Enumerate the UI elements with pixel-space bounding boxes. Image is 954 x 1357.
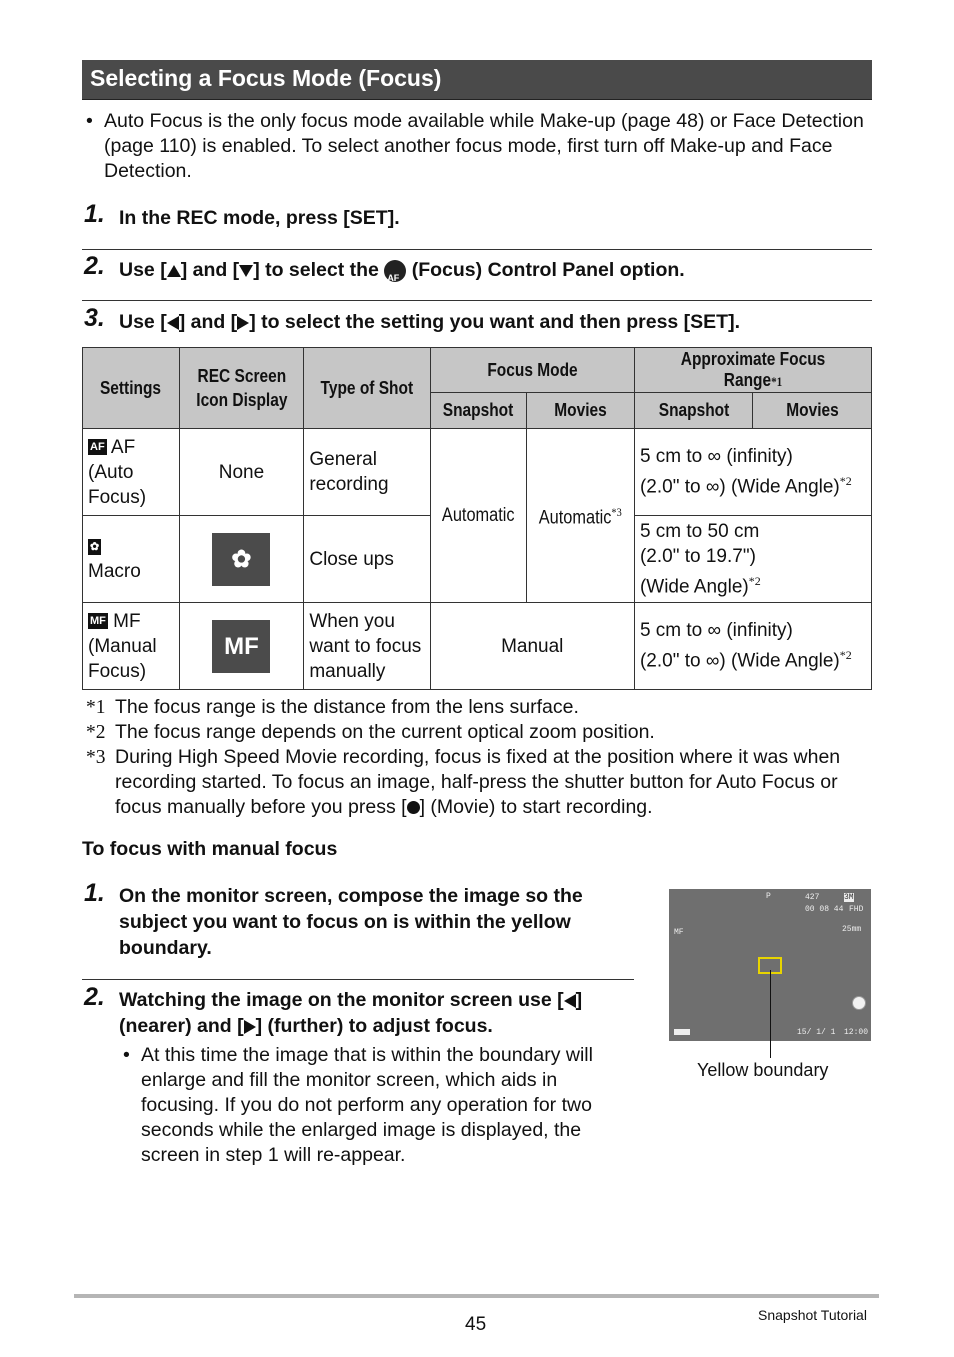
- footnote-1: The focus range is the distance from the lens surface.: [115, 696, 579, 718]
- header-focus-mode: Focus Mode: [430, 348, 634, 393]
- header-movies: Movies: [527, 393, 634, 429]
- focus-icon: [384, 260, 406, 282]
- shot-type: When you want to focus manually: [304, 603, 430, 690]
- mf-step-1-text: On the monitor screen, compose the image so the subject you want to focus on is within the yellow boundary.: [119, 885, 583, 959]
- mf-step-1-number: 1.: [84, 879, 105, 907]
- mf-icon: MF: [90, 615, 106, 628]
- cam-lens: 25mm: [842, 925, 862, 934]
- step-2-post1: ] to select the: [253, 259, 379, 281]
- step-2-number: 2.: [84, 252, 105, 280]
- cam-date: 15/ 1/ 1: [797, 1028, 836, 1037]
- display-macro: [179, 516, 304, 603]
- range-macro: 5 cm to 50 cm (2.0" to 19.7") (Wide Angle)$^{*2}$: [634, 516, 871, 603]
- section-title-bar: [82, 60, 872, 100]
- divider: [82, 300, 872, 301]
- cam-time: 00 08 44: [805, 905, 844, 914]
- shot-type: Close ups: [304, 516, 430, 603]
- right-arrow-icon: [237, 316, 249, 330]
- setting-label: AF (Auto Focus): [88, 436, 147, 508]
- cam-mode: P: [766, 892, 771, 901]
- setting-label: Macro: [88, 561, 141, 582]
- cam-mf: MF: [674, 928, 684, 937]
- step-3-mid: ] and [: [178, 311, 238, 333]
- page-number: 45: [465, 1314, 487, 1335]
- header-snapshot: Snapshot: [430, 393, 527, 429]
- auto-snapshot: Automatic: [430, 429, 527, 603]
- af-icon: AF: [90, 441, 105, 454]
- step-2-post2: (Focus) Control Panel option.: [411, 259, 685, 281]
- section-name: Snapshot Tutorial: [758, 1307, 867, 1323]
- up-arrow-icon: [167, 265, 181, 277]
- display-none: None: [179, 429, 304, 516]
- mf-step-2-number: 2.: [84, 983, 105, 1011]
- setting-mf: [83, 603, 180, 690]
- step-3-pre: Use [: [119, 311, 167, 333]
- range-af: 5 cm to ∞ (infinity) (2.0" to ∞) (Wide Angle)$^{*2}$: [634, 429, 871, 516]
- cam-size: 3M: [844, 893, 854, 902]
- cam-shots: 427: [805, 893, 820, 902]
- right-arrow-icon: [244, 1020, 256, 1034]
- footnote-2: The focus range depends on the current optical zoom position.: [115, 721, 655, 743]
- display-mf: [179, 603, 304, 690]
- footnote-mark-2: *2: [86, 722, 106, 743]
- table-row: [83, 429, 872, 516]
- setting-af: [83, 429, 180, 516]
- macro-icon: ✿: [90, 540, 100, 553]
- header-type-of-shot: Type of Shot: [304, 348, 430, 429]
- divider: [82, 249, 872, 250]
- callout-line: [770, 970, 771, 1058]
- down-arrow-icon: [239, 265, 253, 277]
- step-2-text: [119, 257, 685, 283]
- mf-step-2-text: Watching the image on the monitor screen use [ ] (nearer) and [ ] (further) to adjust focus.: [119, 989, 583, 1037]
- shot-type: General recording: [304, 429, 430, 516]
- step-2-mid: ] and [: [180, 259, 240, 281]
- manual-focus-mode: Manual: [430, 603, 634, 690]
- focus-mode-table: [82, 347, 872, 690]
- manual-focus-heading: To focus with manual focus: [82, 838, 338, 860]
- footer-rule: [74, 1294, 879, 1298]
- header-rec-screen: REC Screen Icon Display: [179, 348, 304, 429]
- cam-quality: FHD: [849, 905, 864, 914]
- step-3-text: [119, 309, 740, 335]
- step-1-text: In the REC mode, press [SET].: [119, 207, 400, 229]
- page-title: Selecting a Focus Mode (Focus): [90, 65, 442, 91]
- footnote-3: During High Speed Movie recording, focus is fixed at the position where it was when recording started. To focus an image, half-press the shutter button for Auto Focus or focus manually before you press [ ] (Movie) to start recording.: [115, 746, 841, 818]
- yellow-boundary-label: Yellow boundary: [697, 1060, 829, 1080]
- step-3-number: 3.: [84, 304, 105, 332]
- setting-label: MF (Manual Focus): [88, 610, 157, 682]
- table-row: [83, 603, 872, 690]
- left-arrow-icon: [167, 316, 179, 330]
- footnote-mark-1: *1: [86, 697, 106, 718]
- intro-bullet: Auto Focus is the only focus mode available while Make-up (page 48) or Face Detection (page 110) is enabled. To select another focus mode, first turn off Make-up and Face Detection.: [104, 110, 864, 182]
- battery-icon: [674, 1029, 690, 1035]
- bullet-dot: •: [123, 1044, 130, 1066]
- header-approx-range: Approximate Focus Range*1: [634, 348, 871, 393]
- mf-step-2-bullet: At this time the image that is within the boundary will enlarge and fill the monitor screen, which aids in focusing. If you do not perform any operation for two seconds while the enlarged image is displayed, the screen in step 1 will re-appear.: [141, 1044, 593, 1166]
- divider: [82, 979, 634, 980]
- movie-dot-icon: [407, 801, 420, 814]
- bullet-dot: •: [86, 110, 93, 132]
- step-3-post: ] to select the setting you want and then press [SET].: [249, 311, 741, 333]
- left-arrow-icon: [564, 994, 576, 1008]
- setting-macro: [83, 516, 180, 603]
- shutter-icon: [852, 996, 866, 1010]
- footnote-mark-3: *3: [86, 747, 106, 768]
- header-settings: Settings: [83, 348, 180, 429]
- header-range-snapshot: Snapshot: [634, 393, 752, 429]
- step-2-pre: Use [: [119, 259, 167, 281]
- cam-clock: 12:00: [844, 1028, 869, 1037]
- auto-movies: Automatic$^{*3}$: [527, 429, 634, 603]
- macro-screen-icon: ✿: [212, 533, 270, 586]
- step-1-number: 1.: [84, 200, 105, 228]
- mf-screen-icon: MF: [212, 620, 270, 673]
- range-mf: 5 cm to ∞ (infinity) (2.0" to ∞) (Wide Angle)$^{*2}$: [634, 603, 871, 690]
- header-range-movies: Movies: [753, 393, 872, 429]
